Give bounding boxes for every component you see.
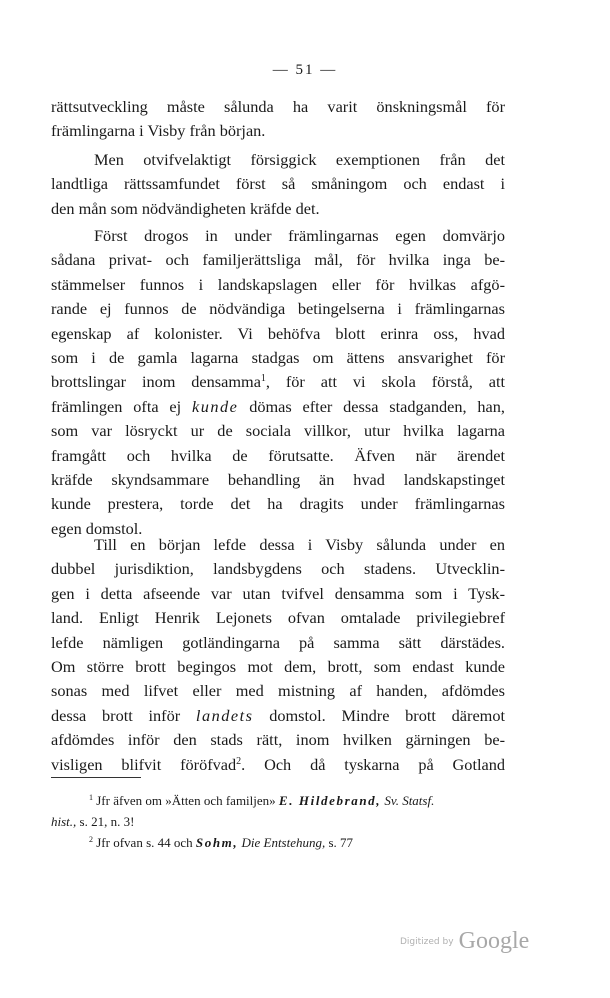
text-line: landtliga rättssamfundet först så småningom och endast i: [51, 174, 505, 194]
text-fragment: främlingen ofta ej: [51, 396, 182, 416]
text-fragment: dömas efter dessa stadganden, han,: [238, 396, 505, 416]
text-line: Till en början lefde dessa i Visby sålunda under en: [94, 535, 505, 554]
text-line: egenskap af kolonister. Vi behöfva blott erinra oss, hvad: [51, 323, 505, 343]
text-line: land. Enligt Henrik Lejonets ofvan omtalade privilegiebref: [51, 608, 505, 628]
text-fragment: brottslingar inom densamma: [51, 372, 261, 392]
text-line: [51, 704, 505, 728]
footnote-1-cont: [51, 811, 505, 832]
footnote-mark: 2: [89, 835, 93, 844]
emphasis-landets: landets: [195, 705, 254, 725]
text-line: kräfde skyndsammare behandling än hvad landskapstinget: [51, 470, 505, 490]
text-line: Först drogos in under främlingarnas egen domvärjo: [94, 226, 505, 245]
text-line: främlingarna i Visby från början.: [51, 121, 266, 141]
text-line: rättsutveckling måste sålunda ha varit önskningsmål för: [51, 97, 505, 116]
text-fragment: visligen blifvit föröfvad: [51, 754, 237, 774]
text-line: rande ej funnos de nödvändiga betingelserna i främlingarnas: [51, 299, 505, 319]
footnote-ref-2: 2: [236, 755, 242, 767]
footnote-work: hist.,: [51, 814, 77, 829]
text-line: kunde prestera, torde det ha dragits under främlingarnas: [51, 494, 505, 514]
google-logo: Google: [458, 928, 530, 954]
text-line: sådana privat- och familjerättsliga mål, för hvilka inga be-: [51, 250, 505, 270]
footnote-work: Die Entstehung,: [241, 835, 326, 850]
emphasis-kunde: kunde: [191, 396, 239, 416]
paragraph-1: [51, 95, 505, 144]
footnotes: [51, 790, 505, 853]
footnote-mark: 1: [89, 793, 93, 802]
page-number: — 51 —: [272, 62, 338, 78]
footnote-author: E. Hildebrand,: [278, 793, 382, 808]
footnote-text: s. 77: [328, 835, 354, 850]
text-line: Men otvifvelaktigt försiggick exemptionen från det: [94, 150, 505, 169]
text-fragment: domstol. Mindre brott däremot: [253, 705, 506, 725]
digitized-watermark: [400, 928, 529, 955]
text-line: som i de gamla lagarna stadgas om ättens ansvarighet för: [51, 348, 505, 368]
paragraph-4: [51, 533, 505, 777]
text-line: framgått och hvilka de förutsatte. Äfven när ärendet: [51, 445, 505, 465]
text-line: dubbel jurisdiktion, landsbygdens och stadens. Utvecklin-: [51, 559, 505, 579]
text-line: den mån som nödvändigheten kräfde det.: [51, 198, 320, 218]
footnote-1: [51, 790, 505, 811]
text-line: [51, 395, 505, 419]
footnote-2: [51, 832, 505, 853]
text-line: som var lösryckt ur de sociala villkor, utur hvilka lagarna: [51, 421, 505, 441]
footnote-text: Jfr ofvan s. 44 och: [96, 835, 193, 850]
text-line: stämmelser funnos i landskapslagen eller för hvilkas afgö-: [51, 274, 505, 294]
text-line: [51, 370, 505, 394]
text-fragment: . Och då tyskarna på Gotland: [241, 754, 506, 774]
footnote-divider: [51, 777, 141, 778]
footnote-ref-1: 1: [260, 373, 266, 385]
paragraph-2: [51, 148, 505, 221]
paragraph-3: [51, 224, 505, 541]
text-line: [51, 753, 505, 777]
text-fragment: dessa brott inför: [51, 705, 181, 725]
footnote-text: Jfr äfven om »Ätten och familjen»: [96, 793, 276, 808]
footnote-text: s. 21, n. 3!: [79, 814, 135, 829]
text-fragment: , för att vi skola förstå, att: [265, 372, 505, 392]
text-line: sonas med lifvet eller med mistning af handen, afdömdes: [51, 681, 505, 701]
footnote-work: Sv. Statsf.: [384, 793, 435, 808]
text-line: Om större brott begingos mot dem, brott, som endast kunde: [51, 657, 505, 677]
text-line: lefde nämligen gotländingarna på samma sätt därstädes.: [51, 632, 505, 652]
text-line: egen domstol.: [51, 518, 143, 538]
footnote-author: Sohm,: [195, 835, 239, 850]
watermark-prefix: Digitized by: [400, 937, 454, 947]
text-line: afdömdes inför den stads rätt, inom hvilken gärningen be-: [51, 730, 505, 750]
text-line: gen i detta afseende var utan tvifvel densamma som i Tysk-: [51, 583, 505, 603]
